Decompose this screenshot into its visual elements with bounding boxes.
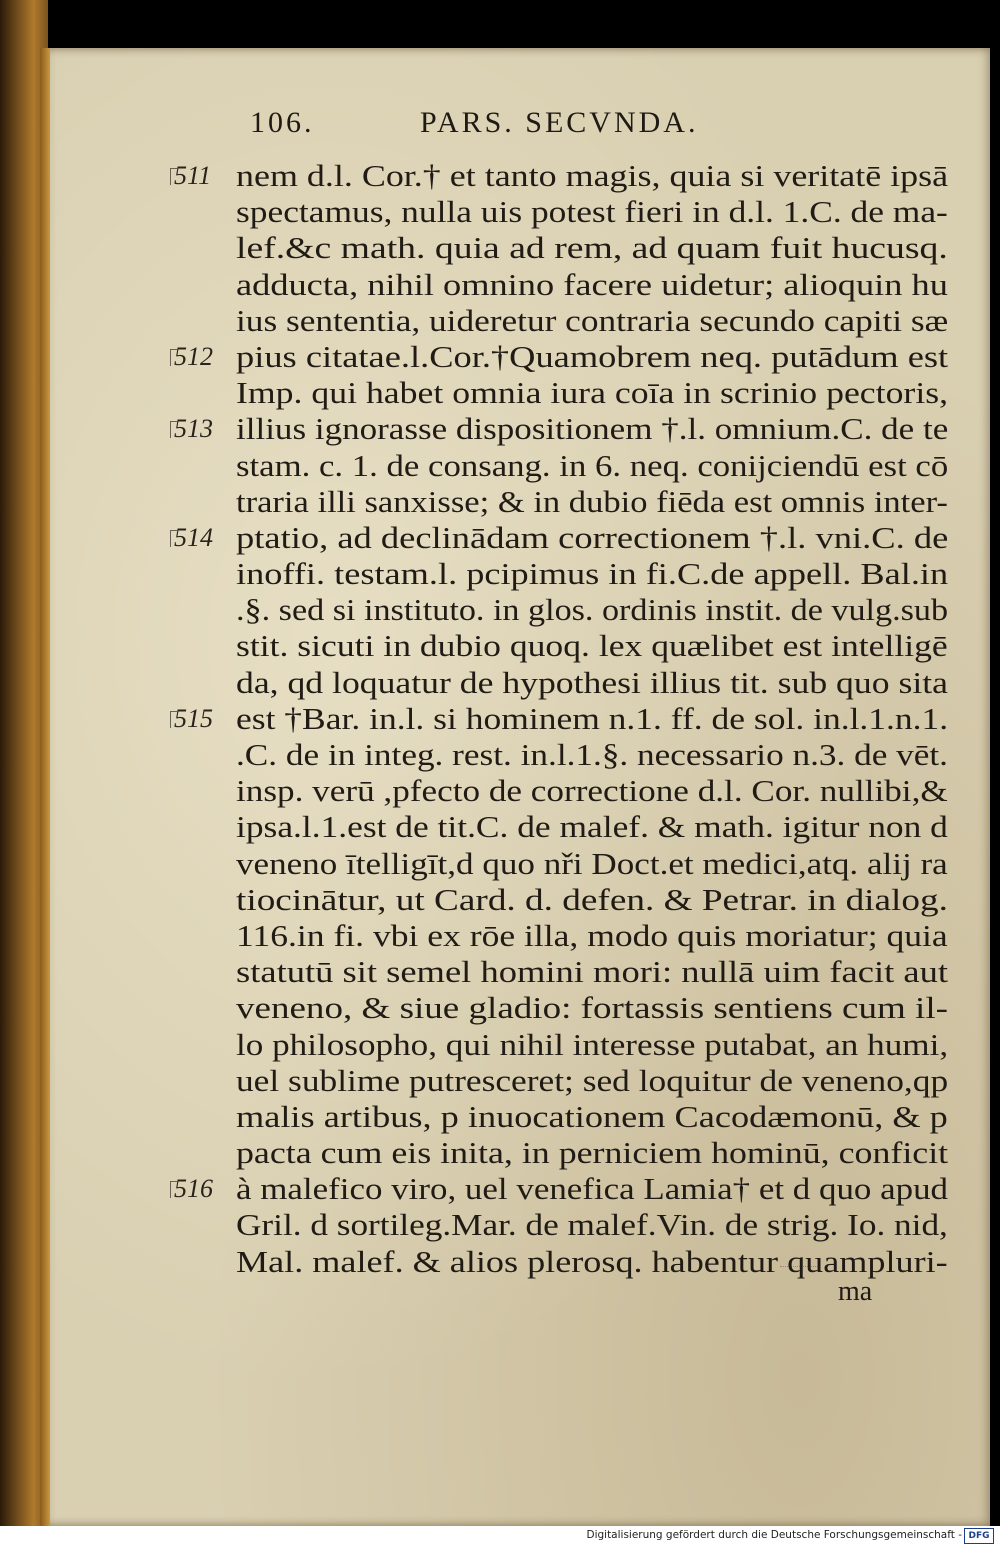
text-line	[236, 1063, 956, 1099]
line-text: .§. sed si instituto. in glos. ordinis instit. de vulg.sub	[236, 592, 949, 628]
text-line	[236, 846, 956, 882]
text-line	[236, 1244, 956, 1280]
margin-number: 511	[174, 158, 232, 194]
text-line	[174, 338, 956, 375]
page-title: PARS. SECVNDA.	[420, 106, 699, 139]
body-text	[174, 158, 956, 1280]
line-text: lo philosopho, qui nihil interesse putabat, an humi,	[236, 1026, 949, 1062]
line-text: da, qd loquatur de hypothesi illius tit. sub quo sita	[236, 664, 948, 700]
line-text: spectamus, nulla uis potest fieri in d.l. 1.C. de ma-	[236, 194, 948, 230]
text-line	[236, 628, 956, 664]
line-text: lef.&c math. quia ad rem, ad quam fuit hucusq.	[236, 230, 948, 266]
text-line	[236, 990, 956, 1026]
margin-number: 512	[174, 339, 232, 375]
text-line	[236, 267, 956, 303]
line-text: pius citatae.l.Cor.†Quamobrem neq. putādum est	[236, 338, 949, 374]
text-line	[236, 954, 956, 990]
text-line	[236, 1207, 956, 1243]
line-text: stam. c. 1. de consang. in 6. neq. conijciendū est cō	[236, 447, 949, 483]
text-line	[174, 519, 956, 556]
line-text: statutū sit semel homini mori: nullā uim facit aut	[236, 954, 949, 990]
line-text: inoffi. testam.l. pcipimus in fi.C.de appell. Bal.in	[236, 556, 949, 592]
text-line	[236, 448, 956, 484]
line-text: tiocinātur, ut Card. d. defen. & Petrar. in dialog.	[236, 881, 948, 917]
line-text: .C. de in integ. rest. in.l.1.§. necessario n.3. de vēt.	[236, 737, 949, 772]
line-text: Gril. d sortileg.Mar. de malef.Vin. de strig. Io. nid,	[236, 1207, 948, 1243]
text-line	[236, 737, 956, 773]
text-line	[236, 882, 956, 918]
dfg-logo: DFG	[964, 1528, 994, 1544]
line-text: ptatio, ad declinādam correctionem †.l. vni.C. de	[236, 519, 949, 555]
text-line	[174, 411, 956, 447]
margin-number: 516	[174, 1171, 232, 1207]
text-line	[174, 1171, 956, 1207]
text-line	[236, 665, 956, 701]
line-text: ius sententia, uideretur contraria secundo capiti sæ	[236, 302, 949, 338]
text-line	[236, 773, 956, 809]
line-text: uel sublime putresceret; sed loquitur de veneno,qp	[236, 1062, 949, 1098]
margin-number: 515	[174, 701, 232, 737]
line-text: Mal. malef. & alios plerosq. habentur quampluri-	[236, 1243, 948, 1279]
line-text: Imp. qui habet omnia iura coīa in scrinio pectoris,	[236, 375, 949, 411]
line-text: ipsa.l.1.est de tit.C. de malef. & math. igitur non d	[236, 809, 948, 845]
line-text: traria illi sanxisse; & in dubio fiēda est omnis inter-	[236, 483, 948, 519]
line-text: veneno ītelligīt,d quo nři Doct.et medici,atq. alij ra	[236, 845, 948, 881]
line-text: illius ignorasse dispositionem †.l. omnium.C. de te	[236, 411, 949, 447]
margin-number: 514	[174, 520, 232, 556]
line-text: à malefico viro, uel venefica Lamia† et d quo apud	[236, 1171, 949, 1207]
footer-credit: Digitalisierung gefördert durch die Deutsche Forschungsgemeinschaft -	[586, 1529, 962, 1541]
line-text: 116.in fi. vbi ex rōe illa, modo quis moriatur; quia	[236, 917, 948, 953]
line-text: est †Bar. in.l. si hominem n.1. ff. de sol. in.l.1.n.1.	[236, 700, 949, 736]
text-line	[236, 230, 956, 266]
text-line	[236, 303, 956, 339]
text-line	[174, 700, 956, 737]
line-text: nem d.l. Cor.† et tanto magis, quia si veritatē ipsā	[236, 158, 949, 193]
text-line	[236, 1099, 956, 1135]
page-edge	[40, 48, 50, 1526]
line-text: veneno, & siue gladio: fortassis sentiens cum il-	[236, 990, 948, 1026]
text-line	[174, 158, 956, 194]
text-line	[236, 375, 956, 411]
line-text: insp. verū ,pfecto de correctione d.l. Cor. nullibi,&	[236, 773, 948, 809]
page-number: 106.	[250, 106, 315, 139]
line-text: pacta cum eis inita, in perniciem hominū, conficit	[236, 1135, 949, 1171]
text-line	[236, 918, 956, 954]
text-line	[236, 484, 956, 520]
line-text: adducta, nihil omnino facere uidetur; alioquin hu	[236, 266, 948, 302]
text-line	[236, 556, 956, 592]
text-line	[236, 809, 956, 845]
text-line	[236, 1027, 956, 1063]
line-text: malis artibus, p inuocationem Cacodæmonū, & p	[236, 1098, 948, 1134]
text-line	[236, 194, 956, 230]
catchword: ma	[838, 1276, 873, 1307]
line-text: stit. sicuti in dubio quoq. lex quælibet est intelligē	[236, 628, 948, 664]
decorative-dots	[780, 1266, 820, 1273]
margin-number: 513	[174, 411, 232, 447]
text-line	[236, 1135, 956, 1171]
running-head	[250, 100, 770, 148]
text-line	[236, 592, 956, 628]
